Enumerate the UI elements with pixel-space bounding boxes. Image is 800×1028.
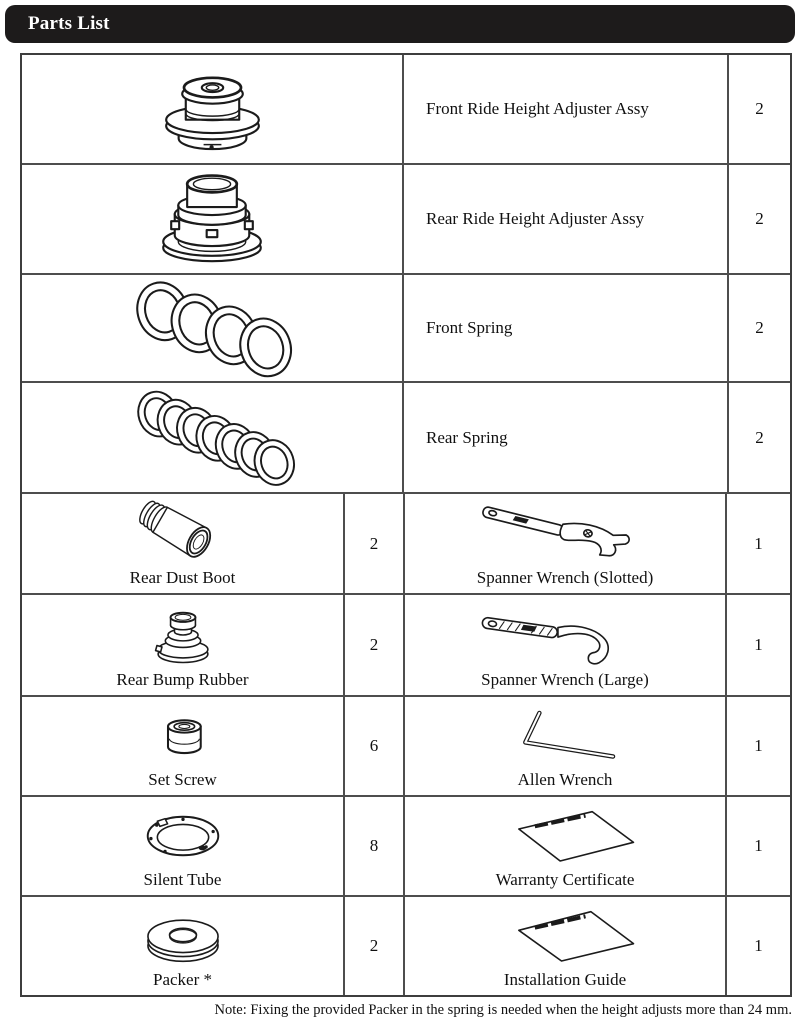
part-qty: 6 bbox=[343, 697, 403, 795]
part-label: Rear Bump Rubber bbox=[116, 670, 249, 690]
footnote: Note: Fixing the provided Packer in the spring is needed when the height adjusts more than 24 mm. bbox=[214, 1002, 792, 1018]
front-spring-icon bbox=[117, 277, 307, 380]
part-label: Installation Guide bbox=[503, 970, 627, 990]
part-cell bbox=[22, 697, 343, 795]
part-qty: 1 bbox=[725, 697, 790, 795]
set-screw-icon bbox=[22, 697, 343, 771]
table-row bbox=[22, 273, 790, 381]
silent-tube-icon bbox=[22, 797, 343, 871]
table-row bbox=[22, 593, 790, 695]
part-qty: 1 bbox=[725, 494, 790, 593]
part-cell bbox=[22, 797, 343, 895]
part-cell bbox=[403, 797, 725, 895]
warranty-certificate-icon bbox=[405, 797, 725, 871]
part-cell bbox=[22, 494, 343, 593]
part-label: Spanner Wrench (Large) bbox=[481, 670, 649, 690]
table-row bbox=[22, 163, 790, 273]
part-name: Rear Ride Height Adjuster Assy bbox=[402, 165, 727, 273]
part-label: Allen Wrench bbox=[517, 770, 613, 790]
table-row bbox=[22, 795, 790, 895]
part-image-cell bbox=[22, 383, 402, 492]
parts-table bbox=[20, 53, 792, 997]
packer-icon bbox=[22, 897, 343, 971]
table-row bbox=[22, 492, 790, 593]
part-cell bbox=[403, 494, 725, 593]
rear-bump-rubber-icon bbox=[22, 595, 343, 671]
installation-guide-icon bbox=[405, 897, 725, 971]
table-row bbox=[22, 381, 790, 492]
part-qty: 2 bbox=[343, 897, 403, 995]
rear-dust-boot-icon bbox=[22, 494, 343, 569]
part-cell bbox=[403, 697, 725, 795]
part-image-cell bbox=[22, 165, 402, 273]
spanner-wrench-large-icon bbox=[405, 595, 725, 671]
part-qty: 1 bbox=[725, 897, 790, 995]
part-cell bbox=[22, 897, 343, 995]
table-row bbox=[22, 695, 790, 795]
part-name: Front Spring bbox=[402, 275, 727, 381]
part-cell bbox=[403, 897, 725, 995]
part-name: Front Ride Height Adjuster Assy bbox=[402, 55, 727, 163]
spanner-wrench-slotted-icon bbox=[405, 494, 725, 569]
front-ride-height-adjuster-icon bbox=[130, 60, 295, 158]
table-row bbox=[22, 895, 790, 995]
part-qty: 2 bbox=[727, 275, 790, 381]
part-label: Silent Tube bbox=[143, 870, 222, 890]
part-image-cell bbox=[22, 275, 402, 381]
part-label: Spanner Wrench (Slotted) bbox=[476, 568, 654, 588]
part-label: Rear Dust Boot bbox=[129, 568, 236, 588]
part-qty: 2 bbox=[343, 494, 403, 593]
part-qty: 1 bbox=[725, 595, 790, 695]
allen-wrench-icon bbox=[405, 697, 725, 771]
part-label: Set Screw bbox=[148, 770, 217, 790]
part-qty: 2 bbox=[343, 595, 403, 695]
part-qty: 2 bbox=[727, 165, 790, 273]
page-title: Parts List bbox=[28, 13, 110, 34]
header-bar bbox=[5, 5, 795, 43]
part-qty: 1 bbox=[725, 797, 790, 895]
table-row bbox=[22, 55, 790, 163]
part-cell bbox=[403, 595, 725, 695]
part-qty: 8 bbox=[343, 797, 403, 895]
rear-ride-height-adjuster-icon bbox=[127, 168, 297, 270]
part-qty: 2 bbox=[727, 383, 790, 492]
part-label: Packer * bbox=[152, 970, 212, 990]
part-qty: 2 bbox=[727, 55, 790, 163]
part-image-cell bbox=[22, 55, 402, 163]
part-name: Rear Spring bbox=[402, 383, 727, 492]
part-cell bbox=[22, 595, 343, 695]
rear-spring-icon bbox=[120, 385, 305, 490]
part-label: Warranty Certificate bbox=[495, 870, 635, 890]
